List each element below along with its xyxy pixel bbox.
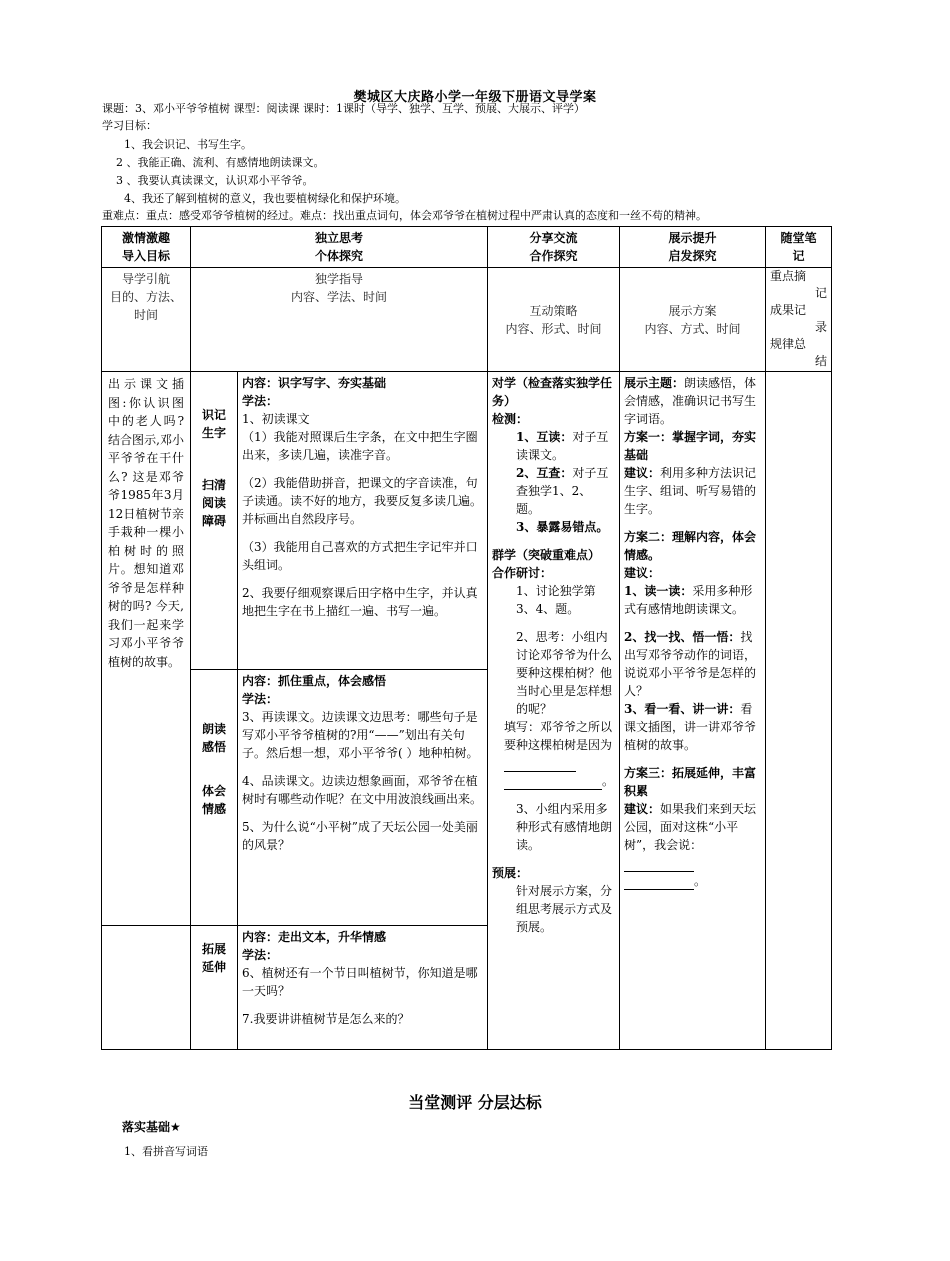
fill-blank[interactable] — [624, 857, 694, 872]
goal-item: 1、我会识记、书写生字。 — [124, 138, 252, 151]
subheader-col4: 展示方案 内容、方式、时间 — [620, 268, 766, 372]
goal-item: 3 、我要认真读课文，认识邓小平爷爷。 — [116, 174, 314, 187]
notes-cell[interactable] — [766, 372, 832, 1050]
key-points: 重难点：重点：感受邓爷爷植树的经过。难点：找出重点词句，体会邓爷爷在植树过程中严肃认真的态度和一丝不苟的精神。 — [102, 209, 707, 222]
section3-label: 拓展 延伸 — [191, 926, 238, 1050]
subheader-col1: 导学引航 目的、方法、 时间 — [102, 268, 191, 372]
empty-cell — [102, 926, 191, 1050]
goals-label: 学习目标： — [102, 119, 157, 132]
lesson-info: 课题：3、邓小平爷爷植树 课型：阅读课 课时：1课时（导学、独学、互学、预展、大展示、评学） — [102, 102, 585, 115]
section1-label: 识记 生字 扫清 阅读 障碍 — [191, 372, 238, 670]
header-col4: 展示提升 启发探究 — [620, 227, 766, 268]
interaction-strategy: 对学（检查落实独学任务） 检测： 1、互读：对子互读课文。 2、互查：对子互查独学1、2、题。 3、暴露易错点。 群学（突破重难点） 合作研讨： 1、讨论独学第3、4、题。 2、思考：小组内讨论邓爷爷为什么要种这棵柏树？他当时心里是怎样想的呢？ 填写：邓爷爷之所以要种这棵柏树是因为 。 3、小组内采用多种形式有感情地朗读。 预展： 针对展示方案，分组思考展示方式及预展。 — [488, 372, 620, 1050]
intro-text: 出示课文插图:你认识图中的老人吗? 结合图示,邓小平爷爷在干什么? 这是邓爷爷1985年3月12日植树节亲手栽种一棵小柏树时的照片。想知道邓爷爷是怎样种树的吗? 今天,我们一起来学习邓小平爷爷植树的故事。 — [102, 372, 191, 926]
lesson-table — [101, 226, 832, 1050]
header-col5: 随堂笔 记 — [766, 227, 832, 268]
section3-content: 内容：走出文本，升华情感 学法： 6、植树还有一个节日叫植树节，你知道是哪一天吗？ 7.我要讲讲植树节是怎么来的？ — [238, 926, 488, 1050]
test-subheading: 落实基础★ — [122, 1120, 181, 1134]
header-col2: 独立思考 个体探究 — [191, 227, 488, 268]
display-plan: 展示主题：朗读感悟，体会情感，准确识记书写生字词语。 方案一：掌握字词，夯实基础 建议：利用多种方法识记生字、组词、听写易错的生字。 方案二：理解内容，体会情感。 建议： 1、读一读：采用多种形式有感情地朗读课文。 2、找一找、悟一悟：找出写邓爷爷动作的词语，说说邓小平爷爷是怎样的人？ 3、看一看、讲一讲：看课文插图，讲一讲邓爷爷植树的故事。 方案三：拓展延伸，丰富积累 建议：如果我们来到天坛公园，面对这株“小平树”，我会说： 。 — [620, 372, 766, 1050]
fill-blank[interactable] — [504, 757, 576, 772]
exercise-item: 1、看拼音写词语 — [124, 1145, 208, 1158]
header-col1: 激情激趣 导入目标 — [102, 227, 191, 268]
goal-item: 2 、我能正确、流利、有感情地朗读课文。 — [116, 156, 325, 169]
section2-content: 内容：抓住重点，体会感悟 学法： 3、再读课文。边读课文边思考：哪些句子是写邓小平爷爷植树的?用“——”划出有关句子。然后想一想，邓小平爷爷( ）地种柏树。 4、品读课文。边读边想象画面，邓爷爷在植树时有哪些动作呢？在文中用波浪线画出来。 5、为什么说“小平树”成了天坛公园一处美丽的风景？ — [238, 670, 488, 926]
page-title: 樊城区大庆路小学一年级下册语文导学案 — [353, 90, 597, 105]
subheader-col5: 重点摘 记 成果记 录 规律总 结 — [766, 268, 832, 372]
section1-content: 内容：识字写字、夯实基础 学法： 1、初读课文 （1）我能对照课后生字条，在文中把生字圈出来，多读几遍，读准字音。 （2）我能借助拼音，把课文的字音读准，句子读通。读不好的地方，我要反复多读几遍。并标画出自然段序号。 （3）我能用自己喜欢的方式把生字记牢并口头组词。 2、我要仔细观察课后田字格中生字，并认真地把生字在书上描红一遍、书写一遍。 — [238, 372, 488, 670]
section2-label: 朗读 感悟 体会 情感 — [191, 670, 238, 926]
fill-blank[interactable] — [624, 875, 694, 890]
header-col3: 分享交流 合作探究 — [488, 227, 620, 268]
subheader-col2: 独学指导 内容、学法、时间 — [191, 268, 488, 372]
subheader-col3: 互动策略 内容、形式、时间 — [488, 268, 620, 372]
fill-blank[interactable] — [504, 775, 602, 790]
goal-item: 4、我还了解到植树的意义，我也要植树绿化和保护环境。 — [124, 192, 406, 205]
test-heading: 当堂测评 分层达标 — [408, 1093, 542, 1112]
